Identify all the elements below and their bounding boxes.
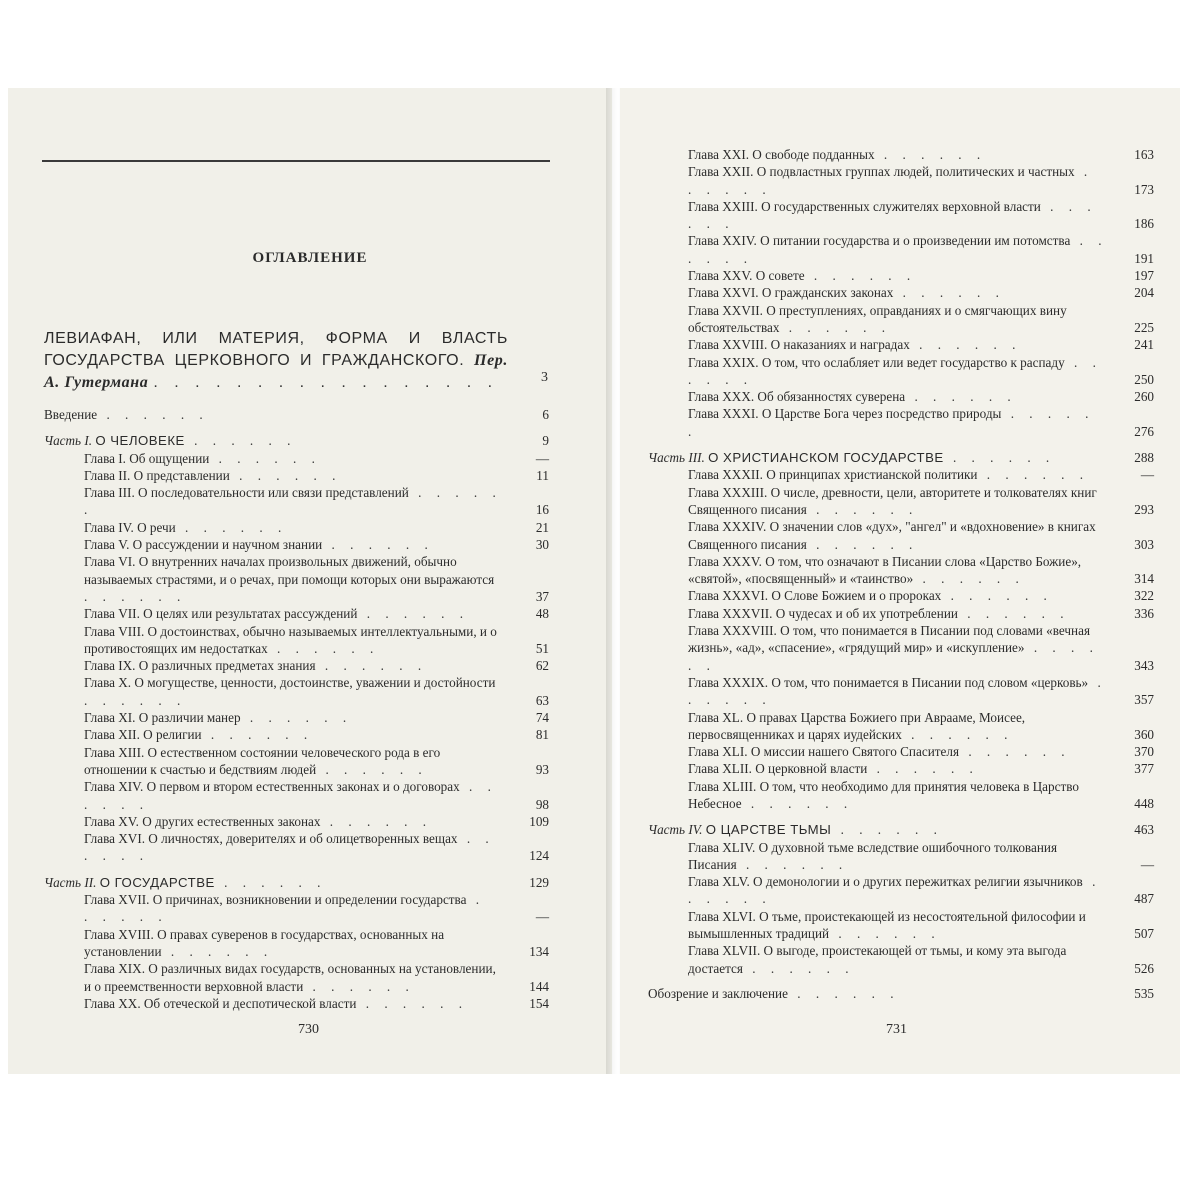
entry-page-number: 535 <box>1134 985 1154 1001</box>
toc-entry <box>648 484 1154 519</box>
entry-page-number: 448 <box>1134 795 1154 811</box>
toc-entry <box>648 873 1154 908</box>
part-label: Часть IV. <box>648 822 703 838</box>
entry-title: Глава XL. О правах Царства Божиего при Аврааме, Моисее, первосвященниках и царях иудейских <box>688 709 1026 742</box>
entry-page-number: 21 <box>535 519 549 535</box>
toc-entry <box>44 484 549 519</box>
entry-page-number: 293 <box>1134 501 1154 517</box>
entry-page-number: 98 <box>535 796 549 812</box>
entry-title: Глава XIII. О естественном состоянии человеческого рода в его отношении к счастью и бедствиям людей <box>84 744 441 777</box>
toc-entry <box>44 605 549 622</box>
header-rule <box>42 160 550 162</box>
entry-title: Глава XII. О религии <box>84 727 202 743</box>
entry-title: Введение <box>44 407 98 422</box>
toc-entry <box>648 466 1154 483</box>
toc-entry <box>44 926 549 961</box>
leader-dots: . . . . . . <box>209 450 321 466</box>
toc-entry <box>44 709 549 726</box>
entry-title: Глава XXXVIII. О том, что понимается в Писании под словами «вечная жизнь», «ад», «спасение», «грядущий мир» и «искупление» <box>688 623 1091 656</box>
leader-dots: . . . . . . <box>84 779 497 812</box>
work-title-block: ЛЕВИАФАН, ИЛИ МАТЕРИЯ, ФОРМА И ВЛАСТЬ ГОСУДАРСТВА ЦЕРКОВНОГО И ГРАЖДАНСКОГО. Пер. А. Гутермана . . . . . . . . . . . . . . . . . <box>44 330 508 391</box>
entry-title: Глава XI. О различии манер <box>84 710 241 726</box>
entry-title: Глава XLV. О демонологии и о других пережитках религии язычников <box>688 874 1083 890</box>
leader-dots: . . . . . . <box>322 537 434 553</box>
entry-page-number: 16 <box>535 502 549 518</box>
toc-entry <box>648 839 1154 874</box>
leader-dots: . . . . . . <box>688 354 1102 387</box>
entry-page-number: 51 <box>535 640 549 656</box>
leader-dots: . . . . . . <box>804 268 917 284</box>
page-number: 730 <box>298 1022 319 1037</box>
work-title-page: 3 <box>541 370 548 385</box>
leader-dots: . . . . . . <box>320 813 433 829</box>
leader-dots: . . . . . . <box>688 640 1099 673</box>
entry-title: Глава XXVII. О преступлениях, оправданиях и о смягчающих вину обстоятельствах <box>688 302 1067 335</box>
toc-entry <box>648 743 1154 760</box>
entry-page-number: 507 <box>1134 926 1154 942</box>
toc-entry <box>648 198 1154 233</box>
entry-title: Обозрение и заключение <box>648 985 788 1001</box>
toc-entry <box>44 536 549 553</box>
leader-dots: . . . . . . <box>175 519 288 535</box>
entry-title: Глава XLII. О церковной власти <box>688 761 868 777</box>
entry-page-number: — <box>1140 467 1154 483</box>
entry-page-number: 134 <box>529 943 549 959</box>
entry-page-number: 9 <box>542 433 549 449</box>
entry-page-number: 526 <box>1134 960 1154 976</box>
entry-page-number: — <box>1140 856 1154 872</box>
leader-dots: . . . . . . <box>905 389 1017 405</box>
entry-title: Глава XXIV. О питании государства и о произведении им потомства <box>688 233 1071 249</box>
entry-page-number: 154 <box>529 995 549 1011</box>
entry-title: Глава XIX. О различных видах государств, основанных на установлении, и о преемственности верховной власти <box>84 961 496 994</box>
leader-dots: . . . . . . <box>829 926 941 942</box>
entry-title: Глава XXIX. О том, что ослабляет или ведет государство к распаду <box>688 354 1065 370</box>
entry-page-number: 357 <box>1134 692 1154 708</box>
entry-title: Глава IX. О различных предметах знания <box>84 658 316 674</box>
leader-dots: . . . . . . <box>779 319 892 335</box>
toc-entry <box>44 960 549 995</box>
toc-entry <box>648 622 1154 674</box>
toc-entry <box>648 163 1154 198</box>
toc-entry <box>648 405 1154 440</box>
entry-title: Глава XXVI. О гражданских законах <box>688 285 894 301</box>
entry-page-number: 37 <box>535 588 549 604</box>
leader-dots: . . . . . . <box>941 588 1053 604</box>
entry-page-number: 276 <box>1134 423 1154 439</box>
entry-title: Глава XXXIII. О числе, древности, цели, авторитете и толкователях книг Священного писания <box>688 484 1097 517</box>
entry-title: Глава XLVI. О тьме, проистекающей из несостоятельной философии и вымышленных традиций <box>688 908 1086 942</box>
leader-dots: . . . . . . <box>688 198 1097 232</box>
toc-entry <box>44 553 549 605</box>
toc-entry <box>648 985 1154 1002</box>
entry-page-number: 241 <box>1134 337 1154 353</box>
toc-entry <box>44 406 549 423</box>
leader-dots: . . . . . . <box>267 640 380 656</box>
entry-page-number: 30 <box>535 537 549 553</box>
entry-title: Глава XLIV. О духовной тьме вследствие ошибочного толкования Писания <box>688 839 1058 872</box>
toc-entry <box>44 830 549 865</box>
toc-entry <box>648 587 1154 604</box>
toc-entry <box>44 467 549 484</box>
part-label: Часть II. <box>44 874 97 890</box>
entry-title: Глава I. Об ощущении <box>84 450 210 466</box>
leader-dots: . . . . . . <box>913 571 1025 587</box>
right-page <box>620 88 1180 1074</box>
entry-page-number: 204 <box>1134 285 1154 301</box>
entry-page-number: 186 <box>1134 216 1154 232</box>
entry-title: Глава XX. Об отеческой и деспотической власти <box>84 995 357 1011</box>
leader-dots: . . . . . . <box>214 874 327 890</box>
entry-page-number: 74 <box>535 710 549 726</box>
toc-entry <box>648 336 1154 353</box>
left-page <box>8 88 612 1074</box>
leader-dots: . . . . . . <box>356 995 468 1011</box>
toc-entry <box>44 450 549 467</box>
leader-dots: . . . . . . <box>84 485 502 518</box>
entry-title: Глава XXXV. О том, что означают в Писании слова «Царство Божие», «святой», «посвященный» и «таинство» <box>688 553 1082 587</box>
toc-entry <box>648 778 1154 813</box>
leader-dots: . . . . . . <box>741 795 854 811</box>
leader-dots: . . . . . . <box>806 536 919 552</box>
entry-title: Глава XXI. О свободе подданных <box>688 147 875 162</box>
part-name: О ЦАРСТВЕ ТЬМЫ <box>705 822 832 838</box>
entry-page-number: 487 <box>1134 891 1154 907</box>
entry-title: Глава VI. О внутренних началах произвольных движений, обычно называемых страстями, и о речах, при помощи которых они выражаются <box>84 554 495 587</box>
entry-page-number: 370 <box>1134 744 1154 760</box>
leader-dots: . . . . . . <box>357 606 469 622</box>
entry-page-number: 288 <box>1134 450 1154 466</box>
leader-dots: . . . . . . <box>84 831 495 864</box>
toc-entry <box>648 942 1154 977</box>
entry-page-number: 11 <box>536 467 549 483</box>
toc-entry <box>648 553 1154 588</box>
entry-page-number: 81 <box>535 727 549 743</box>
entry-page-number: 343 <box>1134 657 1154 673</box>
entry-title: Глава XLI. О миссии нашего Святого Спасителя <box>688 744 960 760</box>
toc-part-entry <box>648 821 1154 838</box>
toc-entry <box>648 302 1154 337</box>
toc-entry <box>648 674 1154 709</box>
entry-page-number: 144 <box>529 978 549 994</box>
leader-dots: . . . . . . <box>959 744 1071 760</box>
entry-page-number: 377 <box>1134 761 1154 777</box>
entry-title: Глава XIV. О первом и втором естественных законах и о договорах <box>84 779 460 795</box>
toc-entry <box>44 995 549 1012</box>
leader-dots: . . . . . . <box>97 407 209 422</box>
entry-page-number: 109 <box>529 813 549 829</box>
entry-page-number: 163 <box>1134 147 1154 162</box>
entry-page-number: 322 <box>1134 588 1154 604</box>
toc-entry <box>44 623 549 658</box>
entry-title: Глава II. О представлении <box>84 467 230 483</box>
leader-dots: . . . . . . <box>688 406 1095 439</box>
entry-title: Глава XVII. О причинах, возникновении и определении государства <box>84 892 467 908</box>
toc-entry <box>648 232 1154 267</box>
entry-title: Глава XV. О других естественных законах <box>84 813 321 829</box>
part-label: Часть I. <box>44 433 93 449</box>
leader-dots: . . . . . . <box>84 588 187 604</box>
toc-entry <box>648 605 1154 622</box>
leader-dots: . . . . . . <box>909 337 1022 353</box>
toc-part-entry <box>648 449 1154 466</box>
part-name: О ХРИСТИАНСКОМ ГОСУДАРСТВЕ <box>708 450 944 466</box>
part-name: О ГОСУДАРСТВЕ <box>99 874 215 890</box>
entry-title: Глава IV. О речи <box>84 519 176 535</box>
entry-page-number: 463 <box>1134 822 1154 838</box>
entry-title: Глава XLVII. О выгоде, проистекающей от тьмы, и кому эта выгода достается <box>688 943 1067 976</box>
leader-dots: . . . . . . <box>867 761 979 777</box>
toc-list-left <box>44 398 549 1012</box>
entry-page-number: — <box>535 909 549 925</box>
leader-dots: . . . . . . <box>957 605 1070 621</box>
entry-title: Глава XXII. О подвластных группах людей, политических и частных <box>688 164 1075 180</box>
entry-title: Глава III. О последовательности или связи представлений <box>84 485 409 501</box>
toc-entry <box>648 760 1154 777</box>
leader-dots: . . . . . . <box>742 960 855 976</box>
entry-title: Глава XXX. Об обязанностях суверена <box>688 389 906 405</box>
entry-title: Глава XXXIX. О том, что понимается в Писании под словом «церковь» <box>688 674 1089 690</box>
leader-dots: . . . . . . <box>315 658 428 674</box>
entry-title: Глава XXXVI. О Слове Божием и о пророках <box>688 588 942 604</box>
leader-dots: . . . . . . <box>806 501 919 517</box>
toc-entry <box>648 354 1154 389</box>
entry-page-number: 250 <box>1134 371 1154 387</box>
entry-title: Глава V. О рассуждении и научном знании <box>84 537 323 553</box>
leader-dots: . . . . . . <box>901 726 1014 742</box>
entry-title: Глава XVIII. О правах суверенов в государствах, основанных на установлении <box>84 926 445 959</box>
toc-entry <box>44 519 549 536</box>
entry-title: Глава XXVIII. О наказаниях и наградах <box>688 337 910 353</box>
entry-title: Глава XLIII. О том, что необходимо для принятия человека в Царство Небесное <box>688 778 1079 811</box>
toc-entry <box>648 267 1154 284</box>
entry-page-number: 197 <box>1134 268 1154 284</box>
leader-dots: . . . . . . <box>84 692 187 708</box>
leader-dots: . . . . . . <box>240 710 353 726</box>
leader-dots: . . . . . . <box>229 467 342 483</box>
leader-dots: . . . . . . <box>831 822 943 838</box>
entry-title: Глава VII. О целях или результатах рассуждений <box>84 606 358 622</box>
toc-title: ОГЛАВЛЕНИЕ <box>252 250 368 266</box>
entry-page-number: 93 <box>535 761 549 777</box>
leader-dots: . . . . . . <box>316 761 428 777</box>
toc-entry <box>648 518 1154 553</box>
entry-page-number: 6 <box>542 407 549 422</box>
leader-dots: . . . . . . <box>787 985 900 1001</box>
entry-page-number: 63 <box>535 692 549 708</box>
entry-title: Глава XXXVII. О чудесах и об их употреблении <box>688 605 958 621</box>
entry-title: Глава XXXI. О Царстве Бога через посредство природы <box>688 406 1002 422</box>
work-title: ЛЕВИАФАН, ИЛИ МАТЕРИЯ, ФОРМА И ВЛАСТЬ ГОСУДАРСТВА ЦЕРКОВНОГО И ГРАЖДАНСКОГО. <box>44 330 508 369</box>
entry-page-number: 48 <box>535 606 549 622</box>
part-name: О ЧЕЛОВЕКЕ <box>95 433 185 449</box>
entry-page-number: 191 <box>1134 250 1154 266</box>
leader-dots: . . . . . . <box>688 874 1102 907</box>
toc-entry <box>648 908 1154 943</box>
toc-entry <box>44 891 549 926</box>
entry-title: Глава XXXIV. О значении слов «дух», "ангел" и «вдохновение» в книгах Священного писания <box>688 519 1096 552</box>
page-number: 731 <box>886 1022 907 1037</box>
entry-title: Глава X. О могуществе, ценности, достоинстве, уважении и достойности <box>84 675 496 691</box>
toc-entry <box>44 657 549 674</box>
toc-entry <box>44 813 549 830</box>
leader-dots: . . . . . . <box>977 467 1090 483</box>
entry-page-number: 336 <box>1134 605 1154 621</box>
entry-page-number: 129 <box>529 874 549 890</box>
leader-dots: . . . . . . <box>688 164 1094 197</box>
toc-entry <box>648 284 1154 301</box>
entry-page-number: — <box>535 450 549 466</box>
entry-page-number: 360 <box>1134 726 1154 742</box>
leader-dots: . . . . . . <box>688 233 1108 266</box>
entry-title: Глава XXIII. О государственных служителях верховной власти <box>688 198 1041 214</box>
entry-page-number: 173 <box>1134 181 1154 197</box>
entry-title: Глава XXXII. О принципах христианской политики <box>688 467 978 483</box>
leader-dots: . . . . . . <box>688 674 1107 708</box>
toc-entry <box>44 674 549 709</box>
translator: Пер. А. Гутермана <box>44 352 508 391</box>
toc-list-right <box>648 146 1154 1002</box>
entry-page-number: 314 <box>1134 571 1154 587</box>
toc-entry <box>44 744 549 779</box>
leader-dots: . . . . . . <box>943 450 1056 466</box>
toc-part-entry <box>44 874 549 891</box>
entry-title: Глава XXV. О совете <box>688 268 805 284</box>
leader-dots: . . . . . . <box>893 285 1005 301</box>
entry-page-number: 303 <box>1134 536 1154 552</box>
entry-page-number: 225 <box>1134 319 1154 335</box>
leader-dots: . . . . . . <box>184 433 297 449</box>
leader-dots: . . . . . . <box>736 856 849 872</box>
toc-entry <box>44 778 549 813</box>
toc-entry <box>648 388 1154 405</box>
entry-page-number: 124 <box>529 848 549 864</box>
entry-title: Глава XVI. О личностях, доверителях и об олицетворенных вещах <box>84 831 458 847</box>
entry-title: Глава VIII. О достоинствах, обычно называемых интеллектуальными, и о противостоящих им недостатках <box>84 623 497 656</box>
leader-dots: . . . . . . <box>874 147 987 162</box>
leader-dots: . . . . . . <box>84 892 486 925</box>
toc-entry <box>44 726 549 743</box>
toc-entry <box>648 146 1154 163</box>
toc-entry <box>648 709 1154 744</box>
part-label: Часть III. <box>648 450 705 466</box>
toc-part-entry <box>44 432 549 449</box>
entry-page-number: 260 <box>1134 389 1154 405</box>
leader-dots: . . . . . . <box>201 727 314 743</box>
leader-dots: . . . . . . <box>161 943 274 959</box>
leader-dots: . . . . . . <box>303 978 415 994</box>
entry-page-number: 62 <box>535 658 549 674</box>
